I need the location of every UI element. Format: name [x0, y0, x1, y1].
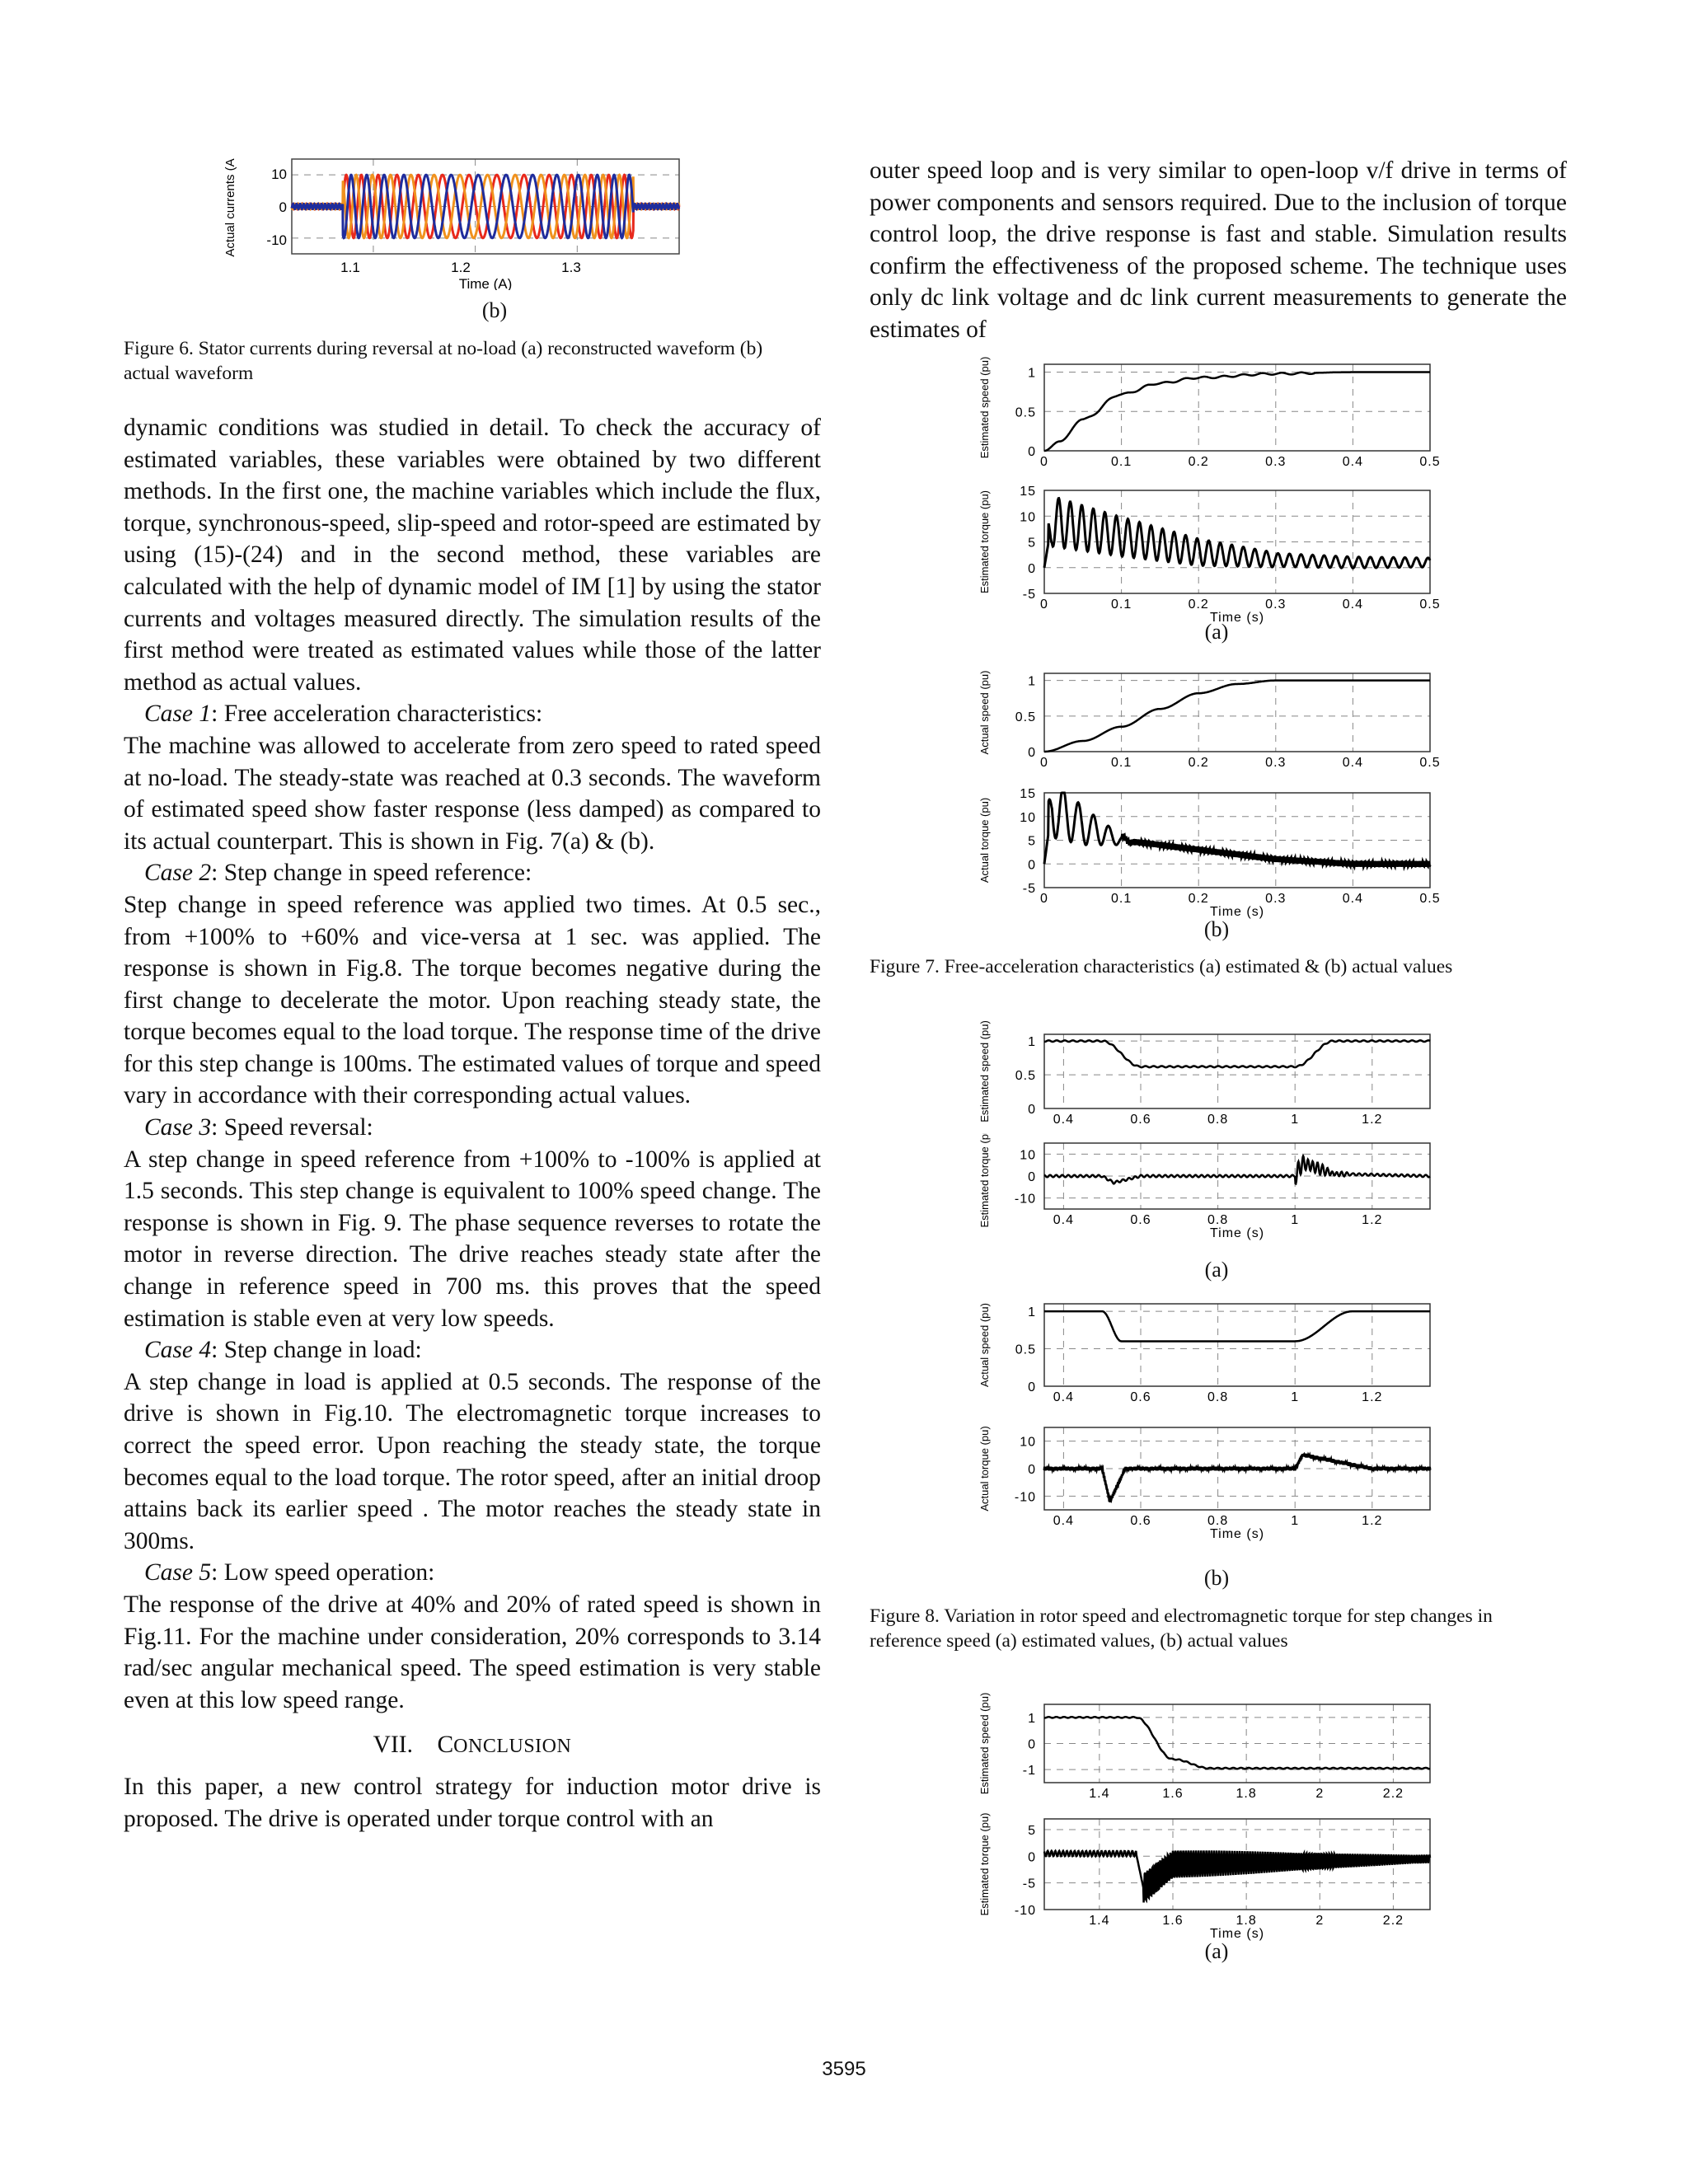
fig7a_torque-xtick: 0.2 [1188, 598, 1209, 612]
case5-heading [124, 1557, 821, 1589]
fig8a_torque-xtick: 0.6 [1130, 1213, 1151, 1227]
fig9a_torque-ytick: 5 [1028, 1823, 1036, 1838]
fig8a_speed-ytick: 0 [1028, 1103, 1036, 1117]
fig9a_torque-xtick: 1.4 [1089, 1914, 1110, 1928]
fig8a-torque-wrap [977, 1133, 1447, 1269]
fig6-sub-label: (b) [481, 298, 508, 322]
fig8a-speed-wrap [977, 1014, 1447, 1137]
fig8b_speed-ylabel: Actual speed (pu) [978, 1303, 991, 1387]
fig9a-speed-wrap [977, 1681, 1447, 1817]
fig8b_speed-ytick: 0.5 [1015, 1343, 1036, 1357]
fig7a_torque-xtick: 0.4 [1342, 598, 1364, 612]
fig7b_torque-xlabel: Time (s) [1209, 905, 1265, 919]
fig8b_torque-xtick: 0.4 [1053, 1514, 1075, 1528]
fig9a-label: (a) [1204, 1939, 1229, 1963]
case2-title: : Step change in speed reference: [211, 860, 532, 887]
fig7a_speed-ytick: 1 [1028, 366, 1036, 381]
fig7b-speed-plot [977, 663, 1447, 779]
fig7b_torque-ylabel: Actual torque (pu) [978, 797, 991, 883]
case1-heading [124, 698, 821, 730]
fig6-ytick-m10: -10 [266, 232, 287, 248]
fig7b_speed-xtick: 0.3 [1265, 756, 1287, 770]
fig7a-label: (a) [1204, 620, 1229, 644]
fig8a_torque-xtick: 0.8 [1207, 1213, 1229, 1227]
fig9a_speed-xtick: 1.4 [1089, 1787, 1110, 1801]
fig9a_speed-xtick: 2.2 [1382, 1787, 1404, 1801]
fig7a_torque-xtick: 0.3 [1265, 598, 1287, 612]
fig7a_speed-xtick: 0 [1040, 455, 1048, 469]
case1-text: The machine was allowed to accelerate from zero speed to rated speed at no-load. The steady-state was reached at 0.3 seconds. The waveform of estimated speed show faster response (less damped) as compared to its actual counterpart. This is shown in Fig. 7(a) & (b). [124, 732, 821, 855]
fig7a_torque-xtick: 0 [1040, 598, 1048, 612]
fig7a-torque-wrap [977, 482, 1447, 630]
fig7b-torque-wrap [977, 783, 1447, 923]
fig9a_torque-ylabel: Estimated torque (pu) [978, 1812, 991, 1916]
fig6-xtick-3: 1.3 [561, 260, 581, 275]
fig7b_speed-xtick: 0.2 [1188, 756, 1209, 770]
fig8a_speed-xtick: 0.8 [1207, 1113, 1229, 1127]
case2-text: Step change in speed reference was applied two times. At 0.5 sec., from +100% to +60% and vice-versa at 1 sec. was applied. The response is shown in Fig.8. The torque becomes negative during the first change to decelerate the motor. Upon reaching steady state, the torque becomes equal to the load torque. The response time of the drive for this step change is 100ms. The estimated values of torque and speed vary in accordance with their corresponding actual values. [124, 891, 821, 1109]
case3-text: A step change in speed reference from +100% to -100% is applied at 1.5 seconds. This step change is equivalent to 100% speed change. The response is shown in Fig. 9. The phase sequence reverses to rotate the motor in reverse direction. The drive reaches steady state after the change in reference speed in 700 ms. this proves that the speed estimation is stable even at very low speeds. [124, 1146, 821, 1332]
fig8b_torque-xlabel: Time (s) [1209, 1527, 1265, 1541]
fig8a-label: (a) [1204, 1258, 1229, 1282]
case5-title: : Low speed operation: [211, 1559, 435, 1586]
fig8b_torque-ytick: 0 [1028, 1463, 1036, 1477]
fig6-ytick-10: 10 [271, 166, 287, 182]
fig9a_torque-ytick: -10 [1014, 1904, 1036, 1918]
fig9a_speed-ytick: 0 [1028, 1737, 1036, 1752]
section-number: VII. [373, 1732, 413, 1759]
fig7-caption: Figure 7. Free-acceleration characteristics (a) estimated & (b) actual values [870, 956, 1453, 977]
fig7a_torque-ytick: 10 [1020, 510, 1036, 525]
fig7a_speed-xtick: 0.2 [1188, 455, 1209, 469]
fig9a_speed-ylabel: Estimated speed (pu) [978, 1692, 991, 1795]
fig7a_speed-xtick: 0.5 [1419, 455, 1441, 469]
fig9a_torque-ytick: 0 [1028, 1850, 1036, 1865]
case4-heading [124, 1334, 821, 1366]
fig8a_speed-xtick: 1.2 [1362, 1113, 1383, 1127]
fig7b_torque-ytick: 15 [1020, 787, 1036, 801]
fig8a_speed-ytick: 0.5 [1015, 1069, 1036, 1084]
fig8b-speed-plot [977, 1294, 1447, 1413]
case4-title: : Step change in load: [211, 1337, 422, 1364]
fig9a-torque-wrap [977, 1809, 1447, 1945]
fig9a_torque-ytick: -5 [1022, 1877, 1036, 1891]
section-title-rest: ONCLUSION [453, 1736, 572, 1758]
fig7b_torque-series-line [1044, 793, 1430, 867]
fig8a_speed-xtick: 0.6 [1130, 1113, 1151, 1127]
fig7a_speed-xtick: 0.4 [1342, 455, 1364, 469]
fig7b_speed-xtick: 0.4 [1342, 756, 1364, 770]
fig7b_torque-ytick: 0 [1028, 858, 1036, 873]
case3-label: Case 3 [144, 1114, 212, 1141]
case2-label: Case 2 [144, 860, 212, 887]
fig8b_torque-ylabel: Actual torque (pu) [978, 1426, 991, 1511]
case1-title: : Free acceleration characteristics: [211, 701, 543, 728]
fig7b_torque-ytick: -5 [1022, 882, 1036, 896]
section-heading-conclusion [124, 1729, 821, 1763]
fig7b_torque-xtick: 0.3 [1265, 892, 1287, 906]
fig8b_torque-xtick: 1 [1291, 1514, 1300, 1528]
fig7b_torque-xtick: 0 [1040, 892, 1048, 906]
fig8a_speed-ytick: 1 [1028, 1035, 1036, 1050]
fig7b_speed-ylabel: Actual speed (pu) [978, 670, 991, 755]
case3-title: : Speed reversal: [211, 1114, 373, 1141]
right-paragraph: outer speed loop and is very similar to open-loop v/f drive in terms of power components and sensors required. Due to the inclusion of torque control loop, the drive response is fast and stable. Simulation results confirm the effectiveness of the proposed scheme. The technique uses only dc link voltage and dc link current measurements to generate the estimates of [870, 157, 1567, 343]
fig8b_torque-ytick: -10 [1014, 1490, 1036, 1505]
fig8a-torque-plot [977, 1133, 1447, 1265]
fig8a_torque-xtick: 1.2 [1362, 1213, 1383, 1227]
fig6-xtick-2: 1.2 [451, 260, 471, 275]
fig7a_speed-ytick: 0.5 [1015, 405, 1036, 420]
fig7a_speed-xtick: 0.1 [1110, 455, 1132, 469]
section-initial: C [437, 1732, 454, 1759]
fig8a_torque-ytick: 10 [1020, 1148, 1036, 1163]
fig8b_speed-series-line [1044, 1311, 1430, 1341]
fig8b_speed-xtick: 0.4 [1053, 1390, 1075, 1404]
fig8b_torque-xtick: 0.8 [1207, 1514, 1229, 1528]
right-column-text [870, 155, 1567, 346]
fig6-waves [292, 175, 679, 238]
fig9a_torque-xtick: 2 [1315, 1914, 1325, 1928]
fig7b_torque-xtick: 0.4 [1342, 892, 1364, 906]
left-column-text [124, 412, 821, 1835]
fig7b-torque-plot [977, 783, 1447, 919]
fig8a-speed-plot [977, 1014, 1447, 1133]
fig9a_speed-xtick: 2 [1315, 1787, 1325, 1801]
fig7b_speed-ytick: 0.5 [1015, 710, 1036, 724]
case3-heading [124, 1112, 821, 1144]
fig8b-torque-wrap [977, 1418, 1447, 1566]
paragraph-intro: dynamic conditions was studied in detail. To check the accuracy of estimated variables, these variables were obtained by two different methods. In the first one, the machine variables which include the flux, torque, synchronous-speed, slip-speed and rotor-speed are estimated by using (15)-(24) and in the second method, these variables are calculated with the help of dynamic model of IM [1] by using the stator currents and voltages measured directly. The simulation results of the first method were treated as estimated values while those of the latter method as actual values. [124, 415, 821, 696]
fig9a_torque-xtick: 2.2 [1382, 1914, 1404, 1928]
fig7a_torque-xtick: 0.1 [1110, 598, 1132, 612]
page-number: 3595 [822, 2058, 866, 2080]
fig8a_torque-xtick: 0.4 [1053, 1213, 1075, 1227]
fig9a_torque-xtick: 1.6 [1162, 1914, 1184, 1928]
fig7b_speed-ytick: 1 [1028, 674, 1036, 689]
conclusion-text: In this paper, a new control strategy for induction motor drive is proposed. The drive is operated under torque control with an [124, 1773, 821, 1832]
fig6-caption: Figure 6. Stator currents during reversal at no-load (a) reconstructed waveform (b) actual waveform [124, 338, 763, 384]
fig7b_torque-xtick: 0.1 [1110, 892, 1132, 906]
fig9a_speed-ytick: 1 [1028, 1711, 1036, 1726]
fig7a_speed-xtick: 0.3 [1265, 455, 1287, 469]
fig7b_speed-xtick: 0.1 [1110, 756, 1132, 770]
fig8b_speed-xtick: 1.2 [1362, 1390, 1383, 1404]
fig8a_torque-ylabel: Estimated torque (pu) [978, 1133, 991, 1228]
fig7a_torque-series-line [1044, 499, 1430, 569]
case1-label: Case 1 [144, 701, 212, 728]
fig8a_torque-ytick: -10 [1014, 1192, 1036, 1207]
fig8a_speed-xtick: 1 [1291, 1113, 1300, 1127]
fig8b_torque-xtick: 1.2 [1362, 1514, 1383, 1528]
fig7a_torque-xtick: 0.5 [1419, 598, 1441, 612]
fig9a_speed-series-line [1044, 1717, 1430, 1769]
fig8b-torque-plot [977, 1418, 1447, 1562]
fig7a_torque-xlabel: Time (s) [1209, 611, 1265, 625]
fig6-xlabel: Time (A) [458, 276, 513, 290]
fig6-xtick-1: 1.1 [340, 260, 360, 275]
fig7b_speed-xtick: 0.5 [1419, 756, 1441, 770]
fig7b-speed-wrap [977, 663, 1447, 783]
case5-text: The response of the drive at 40% and 20% of rated speed is shown in Fig.11. For the machine under consideration, 20% corresponds to 3.14 rad/sec angular mechanical speed. The speed estimation is very stable even at this low speed range. [124, 1591, 821, 1713]
case4-label: Case 4 [144, 1337, 212, 1364]
fig7b_speed-xtick: 0 [1040, 756, 1048, 770]
fig8b_speed-xtick: 1 [1291, 1390, 1300, 1404]
fig8a_torque-ytick: 0 [1028, 1170, 1036, 1184]
fig8b_speed-ytick: 1 [1028, 1305, 1036, 1320]
case2-heading [124, 857, 821, 889]
fig8b_torque-ytick: 10 [1020, 1435, 1036, 1450]
fig8a_torque-xtick: 1 [1291, 1213, 1300, 1227]
fig9a-speed-plot [977, 1681, 1447, 1813]
fig9a_speed-xtick: 1.8 [1236, 1787, 1257, 1801]
fig9a_speed-xtick: 1.6 [1162, 1787, 1184, 1801]
fig7b_torque-xtick: 0.5 [1419, 892, 1441, 906]
fig9a_torque-xlabel: Time (s) [1209, 1927, 1265, 1941]
fig9a_torque-series-line [1044, 1850, 1430, 1902]
fig8b_speed-xtick: 0.8 [1207, 1390, 1229, 1404]
fig7b_torque-ytick: 5 [1028, 834, 1036, 849]
fig7a_torque-ytick: 5 [1028, 536, 1036, 551]
fig8b_torque-xtick: 0.6 [1130, 1514, 1151, 1528]
fig6-ytick-0: 0 [279, 199, 287, 215]
fig9a-torque-plot [977, 1809, 1447, 1941]
fig6-chart [221, 148, 692, 290]
fig8a_torque-xlabel: Time (s) [1209, 1226, 1265, 1240]
fig9a_speed-ytick: -1 [1022, 1764, 1036, 1779]
fig7a-speed-plot [977, 354, 1447, 478]
case4-text: A step change in load is applied at 0.5 seconds. The response of the drive is shown in Fig.10. The electromagnetic torque increases to correct the speed error. Upon reaching the steady state, the torque becomes equal to the load torque. The rotor speed, after an initial droop attains back its earlier speed . The motor reaches the steady state in 300ms. [124, 1368, 821, 1554]
fig7a_speed-ytick: 0 [1028, 445, 1036, 459]
fig7a_torque-ytick: -5 [1022, 588, 1036, 602]
fig6-ylabel: Actual currents (A [223, 158, 237, 257]
fig8b_speed-ytick: 0 [1028, 1380, 1036, 1394]
fig8b-speed-wrap [977, 1294, 1447, 1418]
fig7b_speed-ytick: 0 [1028, 746, 1036, 760]
fig8-caption: Figure 8. Variation in rotor speed and electromagnetic torque for step changes in reference speed (a) estimated values, (b) actual values [870, 1605, 1493, 1652]
fig7b_torque-ytick: 10 [1020, 810, 1036, 825]
fig7a_speed-ylabel: Estimated speed (pu) [978, 356, 991, 459]
fig7b-label: (b) [1203, 917, 1230, 941]
fig7a-torque-plot [977, 482, 1447, 626]
fig8b-label: (b) [1203, 1566, 1230, 1590]
fig7 [977, 354, 1447, 482]
fig7a_torque-ytick: 0 [1028, 561, 1036, 576]
fig7b_torque-xtick: 0.2 [1188, 892, 1209, 906]
fig8a_speed-xtick: 0.4 [1053, 1113, 1075, 1127]
fig8b_speed-xtick: 0.6 [1130, 1390, 1151, 1404]
fig8a_speed-ylabel: Estimated speed (pu) [978, 1020, 991, 1122]
fig7a_torque-ylabel: Estimated torque (pu) [978, 490, 991, 594]
fig7a_torque-ytick: 15 [1020, 485, 1036, 499]
case5-label: Case 5 [144, 1559, 212, 1586]
fig9a_torque-xtick: 1.8 [1236, 1914, 1257, 1928]
